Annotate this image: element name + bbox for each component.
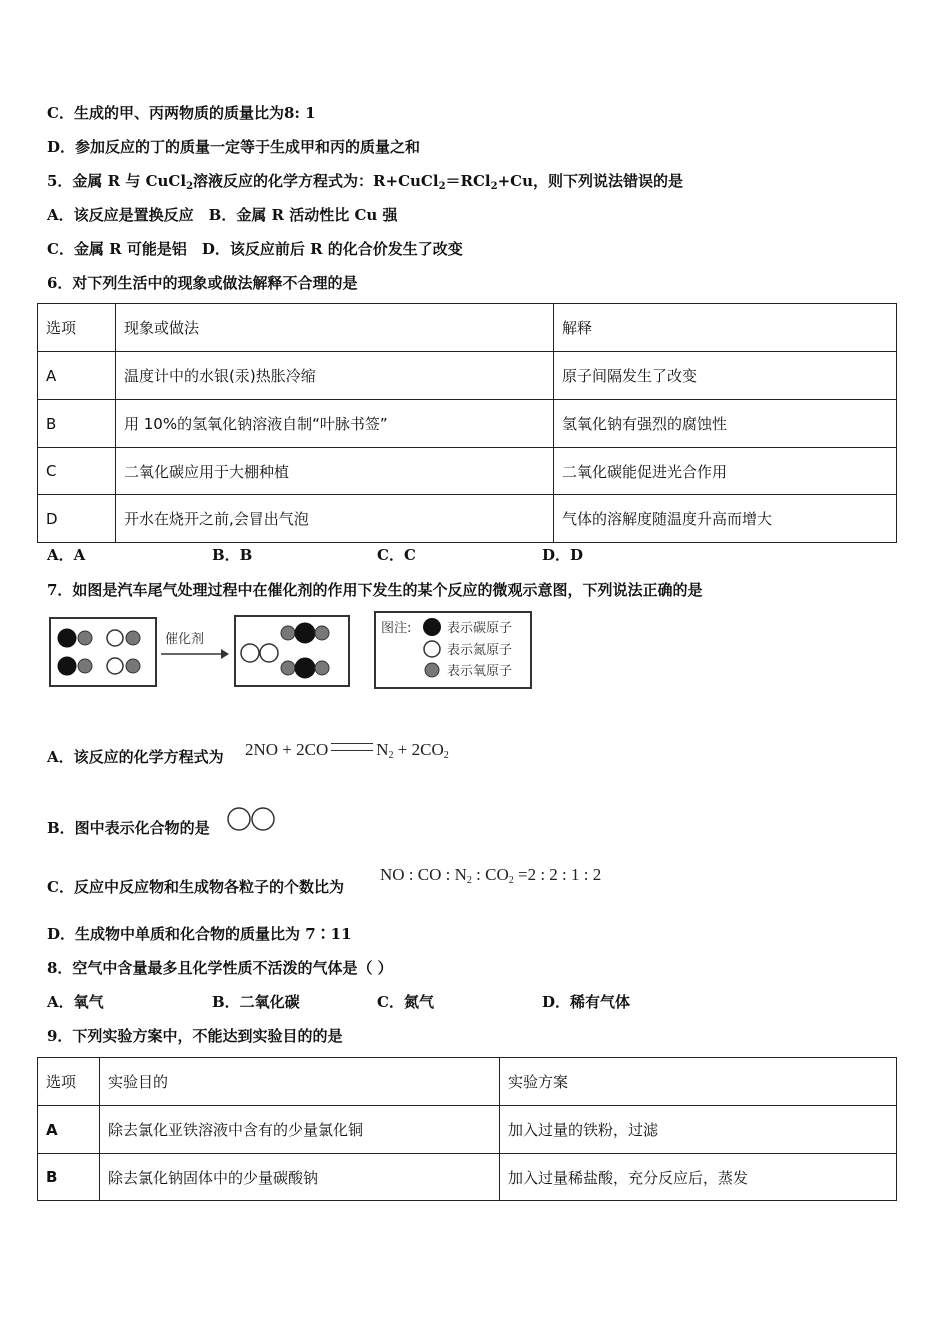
co2-molecule: [281, 658, 329, 678]
q7-option-b: B．图中表示化合物的是: [47, 819, 210, 837]
table-row: [38, 1106, 897, 1154]
q5-stem: 5．金属 R 与 CuCl$_2$溶液反应的化学方程式为：R+CuCl$_2$＝RCl$_2$+Cu，则下列说法错误的是: [47, 172, 684, 192]
reactants-box: [50, 618, 156, 686]
no-molecule: [107, 630, 140, 646]
oxygen-atom-icon: [425, 663, 439, 677]
q7-ratio-c: NO : CO : $N_2$ : $CO_2 =2$ : 2 : 1 : 2: [380, 865, 602, 886]
q6-option-b: B．B: [212, 546, 253, 564]
header-cell: 解释: [554, 304, 897, 352]
header-cell: 选项: [38, 1058, 100, 1106]
catalyst-label: 催化剂: [165, 632, 205, 647]
q8-option-a: A．氧气: [47, 993, 104, 1011]
co-molecule: [58, 629, 92, 647]
table-cell: 加入过量的铁粉，过滤: [500, 1106, 897, 1154]
table-cell: 开水在烧开之前,会冒出气泡: [116, 495, 554, 543]
q6-table: [37, 303, 897, 543]
n2-molecule: [241, 644, 278, 662]
legend-nitrogen: 表示氮原子: [447, 643, 513, 658]
q8-option-d: D．稀有气体: [542, 993, 631, 1011]
q5-options-ab: A．该反应是置换反应 B．金属 R 活动性比 Cu 强: [47, 206, 398, 224]
table-row: [38, 400, 897, 448]
table-row: [38, 448, 897, 495]
table-header-row: [38, 304, 897, 352]
header-cell: 选项: [38, 304, 116, 352]
q6-option-a: A．A: [47, 546, 86, 564]
q6-option-c: C．C: [377, 546, 416, 564]
table-cell: 温度计中的水银(汞)热胀冷缩: [116, 352, 554, 400]
table-cell: B: [38, 400, 116, 448]
q8-option-c: C．氮气: [377, 993, 434, 1011]
q5-options-cd: C．金属 R 可能是铝 D．该反应前后 R 的化合价发生了改变: [47, 240, 463, 258]
q7-option-a: A．该反应的化学方程式为: [47, 748, 224, 766]
q8-option-b: B．二氧化碳: [212, 993, 300, 1011]
legend-oxygen: 表示氧原子: [447, 664, 513, 679]
q7-stem: 7．如图是汽车尾气处理过程中在催化剂的作用下发生的某个反应的微观示意图，下列说法正确的是: [47, 581, 703, 599]
table-row: [38, 495, 897, 543]
equals-sign: [331, 743, 373, 751]
no-molecule: [107, 658, 140, 674]
q7-equation-a: 2NO + 2CO $N_2 + 2CO_2$: [245, 740, 449, 761]
table-cell: A: [38, 352, 116, 400]
table-row: [38, 352, 897, 400]
arrow-head-icon: [221, 649, 229, 659]
legend-title: 图注:: [381, 621, 412, 636]
nitrogen-atom-icon: [424, 641, 440, 657]
q9-stem: 9．下列实验方案中，不能达到实验目的的是: [47, 1027, 343, 1045]
table-cell: A: [38, 1106, 100, 1154]
table-header-row: [38, 1058, 897, 1106]
table-cell: 氢氧化钠有强烈的腐蚀性: [554, 400, 897, 448]
table-cell: 加入过量稀盐酸，充分反应后，蒸发: [500, 1154, 897, 1201]
q8-options: [47, 992, 897, 1012]
table-cell: B: [38, 1154, 100, 1201]
co-molecule: [58, 657, 92, 675]
table-cell: C: [38, 448, 116, 495]
co2-molecule: [281, 623, 329, 643]
table-row: [38, 1154, 897, 1201]
reaction-diagram: [45, 608, 545, 694]
table-cell: 原子间隔发生了改变: [554, 352, 897, 400]
table-cell: 二氧化碳能促进光合作用: [554, 448, 897, 495]
q7-option-d: D．生成物中单质和化合物的质量比为 7∶11: [47, 925, 352, 943]
carbon-atom-icon: [423, 618, 441, 636]
q7-option-c: C．反应中反应物和生成物各粒子的个数比为: [47, 878, 344, 896]
table-cell: 二氧化碳应用于大棚种植: [116, 448, 554, 495]
table-cell: 用 10%的氢氧化钠溶液自制“叶脉书签”: [116, 400, 554, 448]
header-cell: 实验方案: [500, 1058, 897, 1106]
q6-options: [47, 545, 897, 565]
n2-molecule-icon: [226, 805, 278, 833]
table-cell: 除去氯化亚铁溶液中含有的少量氯化铜: [100, 1106, 500, 1154]
q4-option-d: D．参加反应的丁的质量一定等于生成甲和丙的质量之和: [47, 138, 421, 156]
legend-carbon: 表示碳原子: [447, 621, 513, 636]
table-cell: D: [38, 495, 116, 543]
q4-option-c: C．生成的甲、丙两物质的质量比为8: 1: [47, 104, 316, 122]
header-cell: 现象或做法: [116, 304, 554, 352]
table-cell: 除去氯化钠固体中的少量碳酸钠: [100, 1154, 500, 1201]
q8-stem: 8．空气中含量最多且化学性质不活泼的气体是（ ）: [47, 959, 393, 977]
q9-table: [37, 1057, 897, 1201]
q6-stem: 6．对下列生活中的现象或做法解释不合理的是: [47, 274, 358, 292]
table-cell: 气体的溶解度随温度升高而增大: [554, 495, 897, 543]
q6-option-d: D．D: [542, 546, 584, 564]
header-cell: 实验目的: [100, 1058, 500, 1106]
